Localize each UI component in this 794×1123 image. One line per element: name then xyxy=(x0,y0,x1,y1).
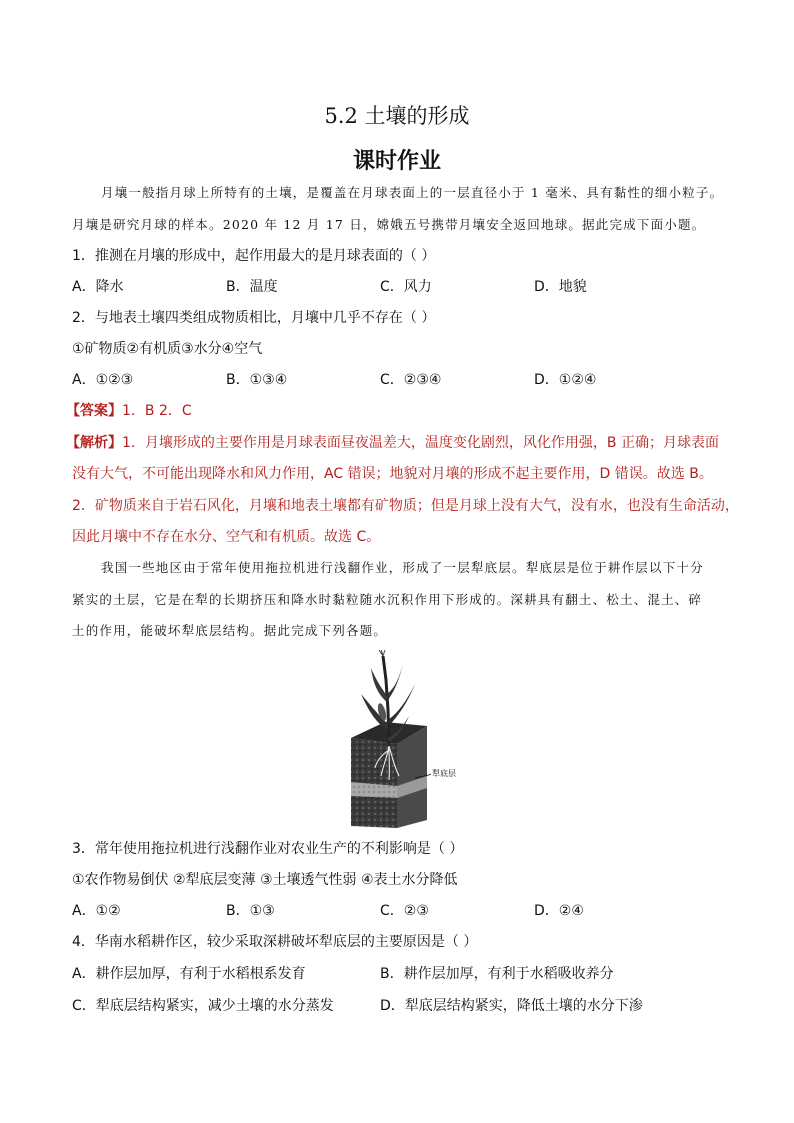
q3-stem: 3．常年使用拖拉机进行浅翻作业对农业生产的不利影响是（ ） xyxy=(72,841,464,857)
q4-stem: 4．华南水稻耕作区，较少采取深耕破坏犁底层的主要原因是（ ） xyxy=(72,934,478,950)
q3-items: ①农作物易倒伏 ②犁底层变薄 ③土壤透气性弱 ④表土水分降低 xyxy=(72,872,458,888)
q1-stem: 1．推测在月壤的形成中，起作用最大的是月球表面的（ ） xyxy=(72,248,436,264)
analysis-line4: 因此月壤中不存在水分、空气和有机质。故选 C。 xyxy=(72,529,381,545)
analysis-line2: 没有大气，不可能出现降水和风力作用，AC 错误；地貌对月壤的形成不起主要作用，D 错误。故选 B。 xyxy=(72,466,713,482)
analysis-tag: 【解析】 xyxy=(66,435,122,451)
q2-option-d: D．①②④ xyxy=(534,372,597,388)
q2-stem: 2．与地表土壤四类组成物质相比，月壤中几乎不存在（ ） xyxy=(72,310,436,326)
corn-tassel xyxy=(379,650,385,656)
q3-option-c: C．②③ xyxy=(380,903,429,919)
answer-line xyxy=(66,401,192,421)
q2-option-c: C．②③④ xyxy=(380,372,442,388)
analysis-text1: 1．月壤形成的主要作用是月球表面昼夜温差大，温度变化剧烈，风化作用强，B 正确；月球表面 xyxy=(122,435,719,451)
material2-line1: 我国一些地区由于常年使用拖拉机进行浅翻作业，形成了一层犁底层。犁底层是位于耕作层以下十分 xyxy=(101,560,704,575)
soil-profile-figure xyxy=(337,650,459,830)
page-subtitle: 课时作业 xyxy=(352,148,441,174)
answer-text: 1．B 2．C xyxy=(122,403,192,419)
analysis-line3: 2．矿物质来自于岩石风化，月壤和地表土壤都有矿物质；但是月球上没有大气，没有水，也没有生命活动， xyxy=(72,498,739,514)
q3-option-b: B．①③ xyxy=(226,903,275,919)
q1-option-d: D．地貌 xyxy=(534,279,587,295)
q4-option-a: A．耕作层加厚，有利于水稻根系发育 xyxy=(72,966,306,982)
analysis-line1 xyxy=(66,433,719,453)
soil-profile-illustration xyxy=(337,650,459,830)
q3-option-a: A．①② xyxy=(72,903,121,919)
q4-option-c: C．犁底层结构紧实，减少土壤的水分蒸发 xyxy=(72,998,334,1014)
material1-line2: 月壤是研究月球的样本。2020 年 12 月 17 日，嫦娥五号携带月壤安全返回地球。据此完成下面小题。 xyxy=(72,217,706,232)
material1-line1: 月壤一般指月球上所特有的土壤，是覆盖在月球表面上的一层直径小于 1 毫米、具有黏性的细小粒子。 xyxy=(101,185,724,200)
q1-option-c: C．风力 xyxy=(380,279,432,295)
q3-option-d: D．②④ xyxy=(534,903,584,919)
page-title: 5.2 土壤的形成 xyxy=(324,104,470,128)
material2-line3: 土的作用，能破坏犁底层结构。据此完成下列各题。 xyxy=(72,623,388,638)
q2-items: ①矿物质②有机质③水分④空气 xyxy=(72,341,263,357)
q2-option-b: B．①③④ xyxy=(226,372,288,388)
q4-option-d: D．犁底层结构紧实，降低土壤的水分下渗 xyxy=(380,998,643,1014)
q2-option-a: A．①②③ xyxy=(72,372,134,388)
q4-option-b: B．耕作层加厚，有利于水稻吸收养分 xyxy=(380,966,614,982)
material2-line2: 紧实的土层，它是在犁的长期挤压和降水时黏粒随水沉积作用下形成的。深耕具有翻土、松土、混土、碎 xyxy=(72,592,703,607)
q1-option-a: A．降水 xyxy=(72,279,124,295)
plough-pan-label: 犁底层 xyxy=(432,769,456,778)
q1-option-b: B．温度 xyxy=(226,279,278,295)
answer-tag: 【答案】 xyxy=(66,403,122,419)
